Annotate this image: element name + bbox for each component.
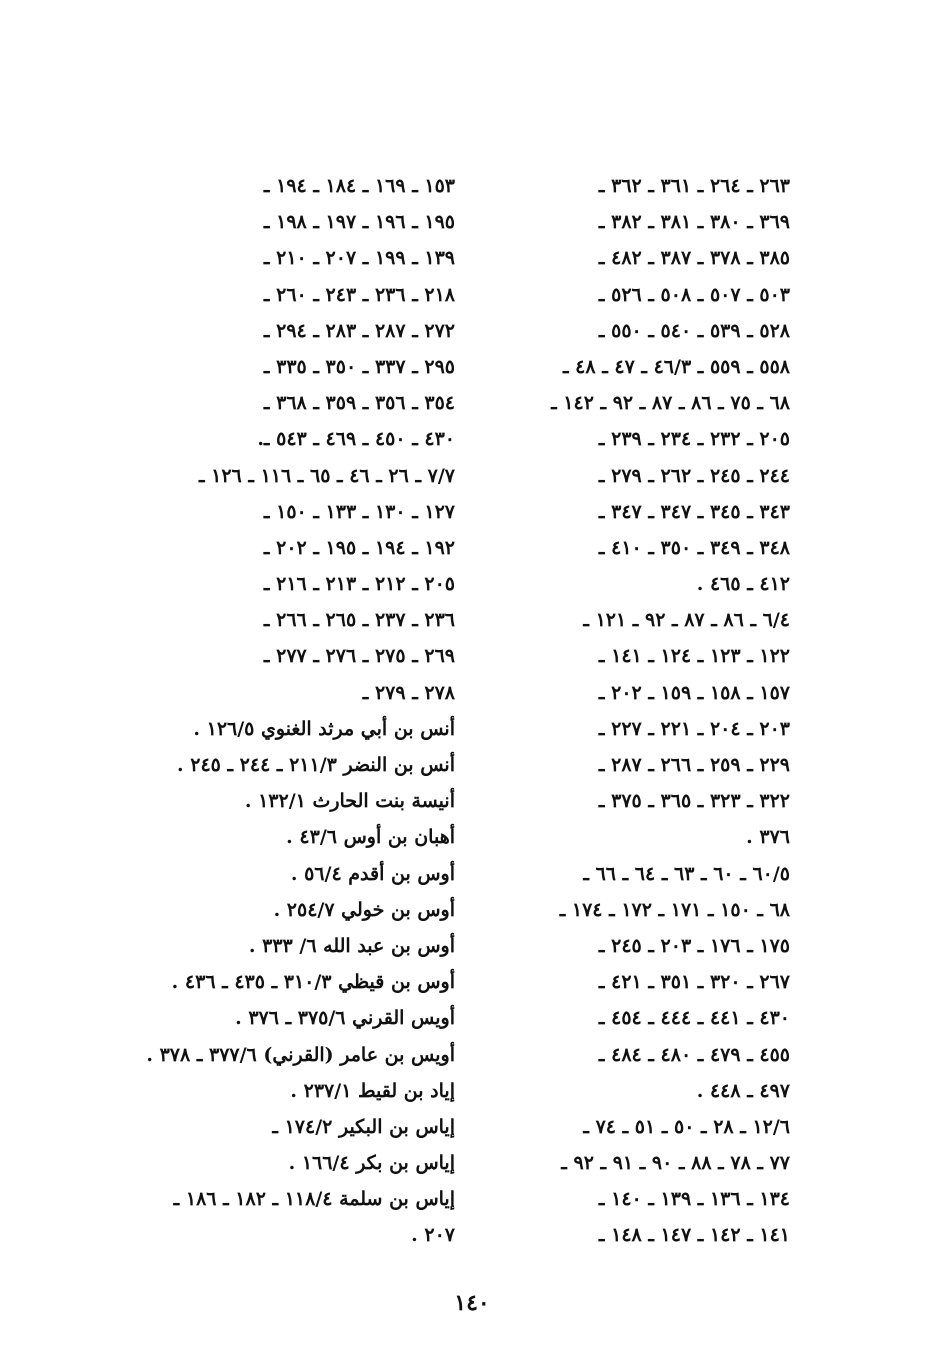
index-line: ٤٣٠ ـ ٤٥٠ ـ ٤٦٩ ـ ٥٤٣ ـ. (257, 428, 455, 451)
index-line: ٢٠٥ ـ ٢١٢ ـ ٢١٣ ـ ٢١٦ ـ (263, 573, 455, 596)
index-entry: أوس بن أقدم ٥٦/٤ . (290, 862, 455, 885)
index-line: ١٣٩ ـ ١٩٩ ـ ٢٠٧ ـ ٢١٠ ـ (263, 247, 455, 270)
index-line: ٧٧ ـ ٧٨ ـ ٨٨ ـ ٩٠ ـ ٩١ ـ ٩٢ ـ (561, 1152, 790, 1175)
index-line: ٢٦٧ ـ ٣٢٠ ـ ٣٥١ ـ ٤٢١ ـ (598, 971, 790, 994)
index-entry: أويس القرني ٣٧٥/٦ ـ ٣٧٦ . (235, 1007, 455, 1030)
index-line: ٦٠/٥ ـ ٦٠ ـ ٦٣ ـ ٦٤ ـ ٦٦ ـ (583, 862, 790, 885)
index-line: ١٧٥ ـ ١٧٦ ـ ٢٠٣ ـ ٢٤٥ ـ (598, 934, 790, 957)
index-line: ٤٣٠ ـ ٤٤١ ـ ٤٤٤ ـ ٤٥٤ ـ (598, 1007, 790, 1030)
index-line: ٢٧٢ ـ ٢٨٧ ـ ٢٨٣ ـ ٢٩٤ ـ (263, 319, 455, 342)
index-entry: أنس بن النضر ٢١١/٣ ـ ٢٤٤ ـ ٢٤٥ . (177, 754, 455, 776)
index-line: ٥٢٨ ـ ٥٣٩ ـ ٥٤٠ ـ ٥٥٠ ـ (598, 319, 790, 342)
index-line: ٢٩٥ ـ ٣٣٧ ـ ٣٥٠ ـ ٣٣٥ ـ (263, 355, 455, 378)
index-line: ٣٦٩ ـ ٣٨٠ ـ ٣٨١ ـ ٣٨٢ ـ (598, 211, 790, 234)
index-line: ٦٨ ـ ١٥٠ ـ ١٧١ ـ ١٧٢ ـ ١٧٤ ـ (559, 898, 790, 921)
index-entry: أوس بن عبد الله ٦/ ٣٣٣ . (248, 934, 455, 957)
index-line: ٢٠٣ ـ ٢٠٤ ـ ٢٢١ ـ ٢٢٧ ـ (598, 717, 790, 740)
index-line: ١٣٤ ـ ١٣٦ ـ ١٣٩ ـ ١٤٠ ـ (598, 1188, 790, 1211)
index-line: ٣٧٦ . (746, 826, 790, 849)
index-entry: أويس بن عامر (القرني) ٣٧٧/٦ ـ ٣٧٨ . (146, 1043, 455, 1066)
page-number: ١٤٠ (454, 1290, 490, 1316)
index-line: ٤٥٥ ـ ٤٧٩ ـ ٤٨٠ ـ ٤٨٤ ـ (598, 1043, 790, 1066)
index-column-right (500, 168, 790, 1254)
index-entry: أهبان بن أوس ٤٣/٦ . (286, 826, 455, 849)
index-line: ٢٠٥ ـ ٢٣٢ ـ ٢٣٤ ـ ٢٣٩ ـ (598, 428, 790, 451)
index-line: ٣٤٣ ـ ٣٤٥ ـ ٣٤٧ ـ ٣٤٧ ـ (598, 500, 790, 523)
index-entry: أوس بن قيظي ٣١٠/٣ ـ ٤٣٥ ـ ٤٣٦ . (171, 971, 455, 994)
index-line: ٢٦٩ ـ ٢٧٥ ـ ٢٧٦ ـ ٢٧٧ ـ (263, 645, 455, 668)
index-line: ١٥٧ ـ ١٥٨ ـ ١٥٩ ـ ٢٠٢ ـ (598, 681, 790, 704)
index-line: ١٢٧ ـ ١٣٠ ـ ١٣٣ ـ ١٥٠ ـ (263, 500, 455, 523)
index-line: ٤٩٧ ـ ٤٤٨ . (696, 1079, 790, 1102)
index-line: ٥٠٣ ـ ٥٠٧ ـ ٥٠٨ ـ ٥٢٦ ـ (598, 283, 790, 306)
index-line: ٣٥٤ ـ ٣٥٦ ـ ٣٥٩ ـ ٣٦٨ ـ (263, 392, 455, 415)
index-line: ٥٥٨ ـ ٥٥٩ ـ ٤٦/٣ ـ ٤٧ ـ ٤٨ ـ (562, 355, 790, 378)
index-entry: إياس بن بكر ١٦٦/٤ . (288, 1152, 455, 1175)
index-line: ١٢/٦ ـ ٢٨ ـ ٥٠ ـ ٥١ ـ ٧٤ ـ (583, 1115, 790, 1138)
index-line: ٣٢٢ ـ ٣٢٣ ـ ٣٦٥ ـ ٣٧٥ ـ (598, 790, 790, 813)
index-entry: إياس بن سلمة ١١٨/٤ ـ ١٨٢ ـ ١٨٦ ـ (173, 1188, 455, 1211)
index-line: ١٤١ ـ ١٤٢ ـ ١٤٧ ـ ١٤٨ ـ (598, 1224, 790, 1247)
index-line: ١٩٢ ـ ١٩٤ ـ ١٩٥ ـ ٢٠٢ ـ (263, 536, 455, 559)
index-entry: أنيسة بنت الحارث ١٣٢/١ . (244, 790, 455, 813)
index-entry: أوس بن خولي ٢٥٤/٧ . (273, 898, 455, 921)
index-line: ٤١٢ ـ ٤٦٥ . (696, 573, 790, 596)
index-entry: إياد بن لقيط ٢٣٧/١ . (290, 1079, 455, 1102)
index-column-left (120, 168, 455, 1254)
index-entry: أنس بن أبي مرثد الغنوي ١٢٦/٥ . (193, 717, 455, 740)
index-line: ٢٠٧ . (411, 1224, 455, 1247)
index-line: ١٩٥ ـ ١٩٦ ـ ١٩٧ ـ ١٩٨ ـ (263, 211, 455, 234)
index-line: ٦٨ ـ ٧٥ ـ ٨٦ ـ ٨٧ ـ ٩٢ ـ ١٤٢ ـ (551, 392, 790, 415)
index-line: ٦/٤ ـ ٨٦ ـ ٨٧ ـ ٩٢ ـ ١٢١ ـ (583, 609, 790, 632)
index-line: ٣٨٥ ـ ٣٧٨ ـ ٣٨٧ ـ ٤٨٢ ـ (598, 247, 790, 270)
index-line: ٢٦٣ ـ ٢٦٤ ـ ٣٦١ ـ ٣٦٢ ـ (598, 175, 790, 197)
index-line: ٢٢٩ ـ ٢٥٩ ـ ٢٦٦ ـ ٢٨٧ ـ (598, 754, 790, 776)
index-line: ٢٣٦ ـ ٢٣٧ ـ ٢٦٥ ـ ٢٦٦ ـ (263, 609, 455, 632)
index-line: ١٥٣ ـ ١٦٩ ـ ١٨٤ ـ ١٩٤ ـ (263, 175, 455, 197)
index-line: ١٢٢ ـ ١٢٣ ـ ١٢٤ ـ ١٤١ ـ (598, 645, 790, 668)
index-line: ٢٧٨ ـ ٢٧٩ ـ (362, 681, 455, 704)
index-entry: إياس بن البكير ١٧٤/٢ ـ (272, 1115, 455, 1138)
index-line: ٣٤٨ ـ ٣٤٩ ـ ٣٥٠ ـ ٤١٠ ـ (598, 536, 790, 559)
index-line: ٢٤٤ ـ ٢٤٥ ـ ٢٦٢ ـ ٢٧٩ ـ (598, 464, 790, 487)
index-line: ٢١٨ ـ ٢٣٦ ـ ٢٤٣ ـ ٢٦٠ ـ (263, 283, 455, 306)
index-line: ٧/٧ ـ ٢٦ ـ ٤٦ ـ ٦٥ ـ ١١٦ ـ ١٢٦ ـ (198, 464, 455, 487)
